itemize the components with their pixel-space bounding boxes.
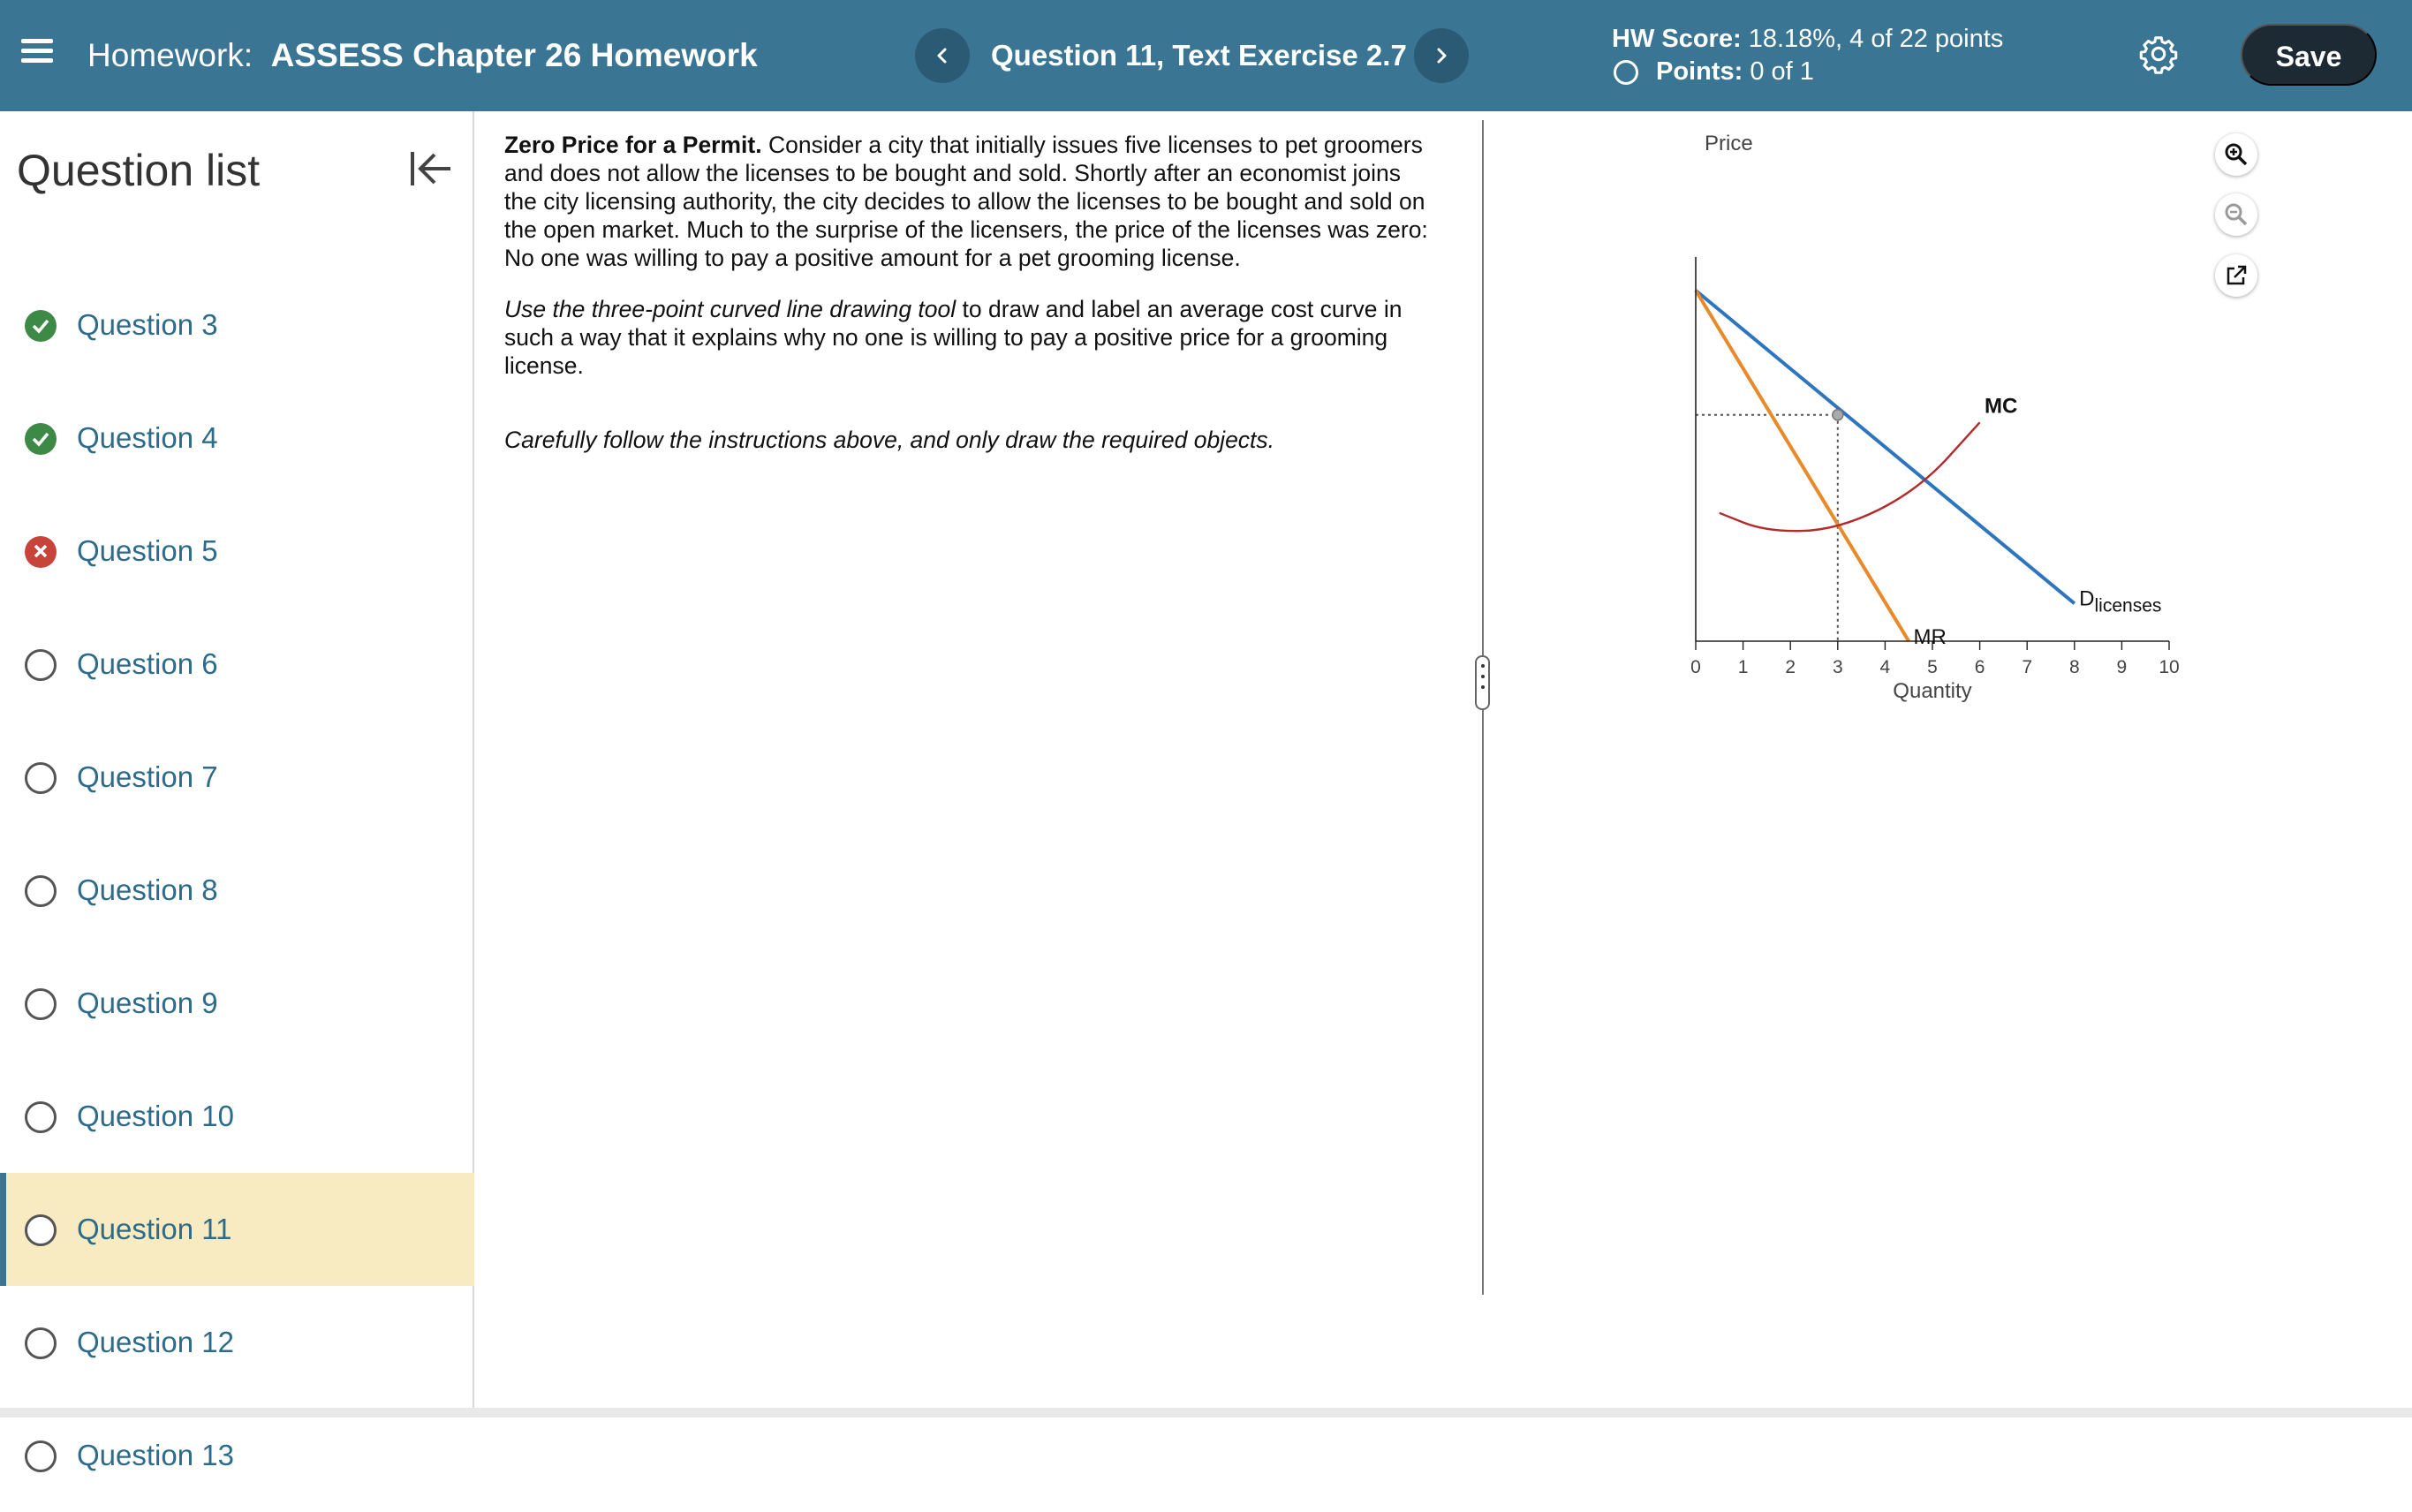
empty-circle-icon (25, 988, 57, 1020)
mc-curve (1720, 422, 1980, 531)
question-heading: Zero Price for a Permit. (504, 132, 762, 158)
x-tick-label: 8 (2068, 657, 2080, 677)
x-tick-label: 1 (1737, 657, 1749, 677)
hw-score-value: 18.18%, 4 of 22 points (1748, 25, 2004, 53)
x-tick-label: 9 (2116, 657, 2128, 677)
points (1612, 56, 2003, 88)
question-instruction (504, 295, 1432, 380)
question-list-item-label: Question 3 (77, 308, 218, 341)
question-list-item-label: Question 4 (77, 421, 218, 454)
mc-label: MC (1984, 394, 2018, 419)
empty-circle-icon (25, 762, 57, 794)
question-list-item[interactable] (0, 268, 474, 382)
check-icon (25, 423, 57, 455)
zoom-in-button[interactable] (2215, 133, 2257, 176)
previous-question-button[interactable] (915, 28, 970, 83)
question-list-item-label: Question 12 (77, 1326, 234, 1358)
graph-axes (1696, 257, 2169, 650)
homework-name: ASSESS Chapter 26 Homework (270, 37, 758, 73)
hw-score (1612, 23, 2003, 56)
question-title: Question 11, Text Exercise 2.7 (991, 39, 1407, 72)
question-list-item[interactable] (0, 947, 474, 1060)
d-curve (1696, 291, 2075, 603)
instruction-text: to draw and label an average cost curve in such a way that it explains why no one is willing to pay a positive price for a grooming license. (504, 296, 1403, 379)
chevron-right-icon (1431, 45, 1452, 66)
question-list-item-label: Question 9 (77, 987, 218, 1019)
x-tick-label: 6 (1974, 657, 1985, 677)
question-body: Consider a city that initially issues five licenses to pet groomers and does not allow the licenses to be bought and sold. Shortly after an economist joins the city licensing authority, the city decides to allow the licenses to be bought and sold on the open market. Much to the surprise of the licensers, the price of the licenses was zero: No one was willing to pay a positive amount for a pet grooming license. (504, 132, 1428, 271)
pane-resize-handle[interactable] (1475, 655, 1490, 710)
graph-series (1696, 291, 2075, 641)
empty-circle-icon (25, 649, 57, 681)
points-value: 0 of 1 (1750, 57, 1814, 86)
question-list-item-label: Question 11 (77, 1213, 232, 1245)
score-panel (1612, 23, 2003, 88)
zoom-out-button[interactable] (2215, 193, 2257, 236)
x-tick-label: 10 (2159, 657, 2180, 677)
x-tick-label: 7 (2022, 657, 2033, 677)
bottom-scroll-area (0, 1408, 2412, 1418)
question-list-item-label: Question 6 (77, 647, 218, 680)
demand-subscript: licenses (2094, 595, 2162, 616)
question-list-item[interactable] (0, 834, 474, 947)
y-axis-label: Price (1705, 132, 1753, 155)
zoom-out-icon (2223, 201, 2249, 228)
question-list-item[interactable] (0, 382, 474, 495)
question-list-item[interactable] (0, 1060, 474, 1173)
x-tick-label: 3 (1832, 657, 1843, 677)
question-text-panel (504, 131, 1432, 477)
x-tick-label: 4 (1879, 657, 1891, 677)
question-note: Carefully follow the instructions above, and only draw the required objects. (504, 427, 1275, 453)
next-question-button[interactable] (1414, 28, 1469, 83)
x-tick-label: 2 (1785, 657, 1796, 677)
points-status-icon (1614, 60, 1638, 85)
question-list-item-current[interactable] (0, 1173, 474, 1286)
top-bar (0, 0, 2412, 111)
empty-circle-icon (25, 1327, 57, 1359)
collapse-sidebar-icon[interactable] (408, 148, 454, 193)
question-list-item-label: Question 13 (77, 1439, 234, 1471)
save-button[interactable]: Save (2241, 24, 2377, 86)
mr-label: MR (1913, 624, 1947, 649)
settings-gear-icon[interactable] (2138, 34, 2179, 79)
question-list-item[interactable] (0, 495, 474, 608)
external-link-icon (2223, 262, 2249, 289)
empty-circle-icon (25, 1101, 57, 1133)
x-tick-label: 5 (1927, 657, 1938, 677)
question-paragraph (504, 131, 1432, 272)
question-list-item-label: Question 5 (77, 534, 218, 567)
empty-circle-icon (25, 1440, 57, 1472)
question-list-sidebar (0, 111, 474, 1471)
chevron-left-icon (932, 45, 953, 66)
demand-label: Dlicenses (2079, 586, 2162, 616)
homework-prefix: Homework: (87, 37, 253, 73)
x-axis-label: Quantity (1893, 679, 1972, 703)
hw-score-label: HW Score: (1612, 25, 1742, 53)
zoom-in-icon (2223, 141, 2249, 168)
x-mark-icon (25, 536, 57, 568)
empty-circle-icon (25, 1214, 57, 1246)
question-list-item[interactable] (0, 1286, 474, 1399)
question-list-item-label: Question 8 (77, 873, 218, 906)
question-list-item-label: Question 10 (77, 1100, 234, 1132)
instruction-tool-name: Use the three-point curved line drawing tool (504, 296, 956, 322)
x-tick-label: 0 (1690, 657, 1701, 677)
points-label: Points: (1656, 57, 1743, 86)
question-list-item[interactable] (0, 721, 474, 834)
hamburger-menu-icon[interactable] (21, 34, 53, 78)
economics-graph[interactable] (1660, 124, 2208, 724)
pop-out-button[interactable] (2215, 254, 2257, 297)
mr-curve (1696, 291, 1909, 641)
check-icon (25, 310, 57, 342)
question-list-item-label: Question 7 (77, 760, 218, 793)
curve-point (1833, 410, 1843, 420)
question-list-title: Question list (17, 146, 261, 195)
graph-labels (1690, 132, 2180, 703)
question-list-item[interactable] (0, 608, 474, 721)
homework-title (87, 0, 758, 111)
empty-circle-icon (25, 875, 57, 907)
